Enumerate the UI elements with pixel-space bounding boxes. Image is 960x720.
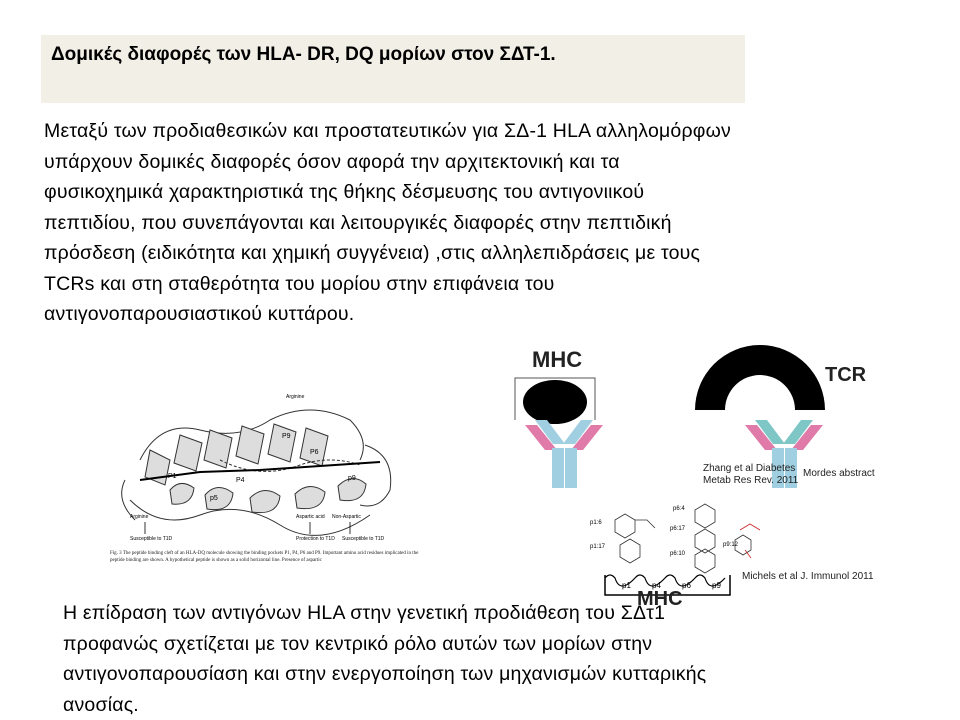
outcome-label: Susceptible to T1D — [130, 536, 173, 542]
pocket-label: P1 — [168, 473, 177, 480]
pocket-label: p9 — [712, 581, 721, 590]
binding-pocket-figure — [585, 500, 905, 610]
pocket-label: P9 — [282, 433, 291, 440]
citation-michels: Michels et al J. Immunol 2011 — [742, 571, 874, 582]
citation-mordes: Mordes abstract — [803, 468, 875, 479]
pocket-label: p1 — [622, 581, 631, 590]
figure-caption: Fig. 3 The peptide binding cleft of an HLA-DQ molecule showing the binding pockets P1, P4, P6 and P9. Important amino acid residues implicated in the peptide binding are shown. A hypothetical peptide is shown as a solid horizontal line. Presence of aspartic — [110, 551, 419, 563]
conclusion-paragraph — [63, 598, 923, 720]
paragraph-line: πρόσδεση (ειδικότητα και χημική συγγένεια) ,στις αλληλεπιδράσεις με τους — [44, 242, 701, 264]
paragraph-line: φυσικοχημικά χαρακτηριστικά της θήκης δέσμευσης του αντιγονιικού — [44, 181, 645, 203]
pocket-mhc-label: MHC — [637, 588, 683, 610]
pocket-label: P6 — [310, 449, 319, 456]
side-label: p6:10 — [670, 551, 686, 557]
hla-dq-cleft-figure — [110, 390, 430, 590]
slide-title: Δομικές διαφορές των HLA- DR, DQ μορίων στον ΣΔΤ-1. — [51, 44, 556, 65]
tcr-arc-shape — [695, 345, 825, 410]
residue-label: Arginine — [286, 394, 305, 400]
paragraph-line: αντιγονοπαρουσιαστικού κυττάρου. — [44, 303, 355, 325]
paragraph-line: υπάρχουν δομικές διαφορές όσον αφορά την αρχιτεκτονική και τα — [44, 150, 620, 173]
pocket-label: p6 — [682, 581, 691, 590]
citation-zhang-line2: Metab Res Rev. 2011 — [703, 475, 799, 486]
pocket-label: p5 — [210, 495, 218, 502]
paragraph-line: ανοσίας. — [63, 693, 139, 716]
antibody-icon — [525, 420, 603, 488]
paragraph-line: πεπτιδίου, που συνεπάγονται και λειτουργικές διαφορές στην πεπτιδική — [44, 211, 672, 234]
pocket-label: p9 — [348, 475, 356, 482]
paragraph-line: αντιγονοπαρουσίαση και στην ενεργοποίηση των μηχανισμών κυτταρικής — [63, 663, 707, 685]
mhc-peptide-shape — [523, 380, 587, 424]
paragraph-line: προφανώς σχετίζεται με τον κεντρικό ρόλο αυτών των μορίων στην — [63, 632, 653, 655]
mhc-tcr-figure — [495, 340, 915, 500]
mhc-label: MHC — [532, 347, 583, 372]
outcome-label: Protection to T1D — [296, 536, 335, 542]
citation-zhang-line1: Zhang et al Diabetes — [703, 463, 796, 474]
side-label: p9:12 — [723, 542, 739, 548]
title-box — [41, 35, 745, 103]
binding-pocket-drawing — [585, 500, 905, 610]
side-label: p1:17 — [590, 544, 606, 550]
paragraph-line: Η επίδραση των αντιγόνων HLA στην γενετική προδιάθεση του ΣΔτ1 — [63, 602, 666, 624]
residue-label: Arginine — [130, 514, 149, 520]
intro-paragraph — [44, 116, 914, 330]
side-label: p6:17 — [670, 526, 686, 532]
pocket-label: P4 — [236, 477, 245, 484]
residue-label: Aspartic acid — [296, 514, 325, 520]
paragraph-line: Μεταξύ των προδιαθεσικών και προστατευτικών για ΣΔ-1 HLA αλληλομόρφων — [44, 120, 731, 142]
side-label: p6:4 — [673, 506, 685, 512]
outcome-label: Susceptible to T1D — [342, 536, 385, 542]
paragraph-line: TCRs και στη σταθερότητα του μορίου στην επιφάνεια του — [44, 272, 555, 295]
side-label: p1:6 — [590, 520, 602, 526]
residue-label: Non-Aspartic — [332, 514, 361, 520]
tcr-label: TCR — [825, 364, 867, 386]
pocket-label: p4 — [652, 581, 661, 590]
